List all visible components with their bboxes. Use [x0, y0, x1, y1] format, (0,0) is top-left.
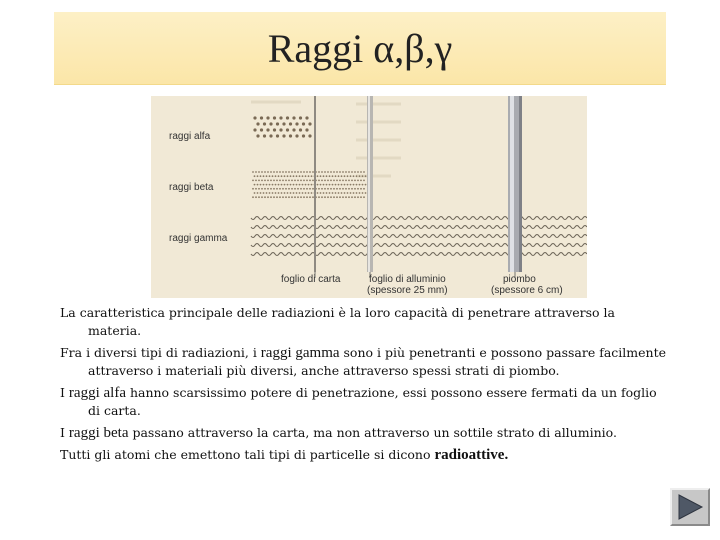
paragraph-4: [60, 424, 668, 442]
keyword-alpha: raggi alfa: [68, 385, 126, 401]
paragraph-3-text-b: hanno scarsissimo potere di penetrazione, essi possono essere fermati da un foglio di carta.: [88, 385, 657, 418]
paper-sheet: [314, 96, 316, 272]
paragraph-1: [60, 304, 668, 340]
label-gamma: raggi gamma: [169, 233, 228, 244]
paragraph-1-text: La caratteristica principale delle radiazioni è la loro capacità di penetrare attraverso la materia.: [60, 305, 615, 338]
play-triangle-icon: [675, 493, 705, 521]
label-alpha: raggi alfa: [169, 131, 211, 142]
paragraph-2: [60, 344, 668, 380]
paragraph-2-text-a: Fra i diversi tipi di radiazioni, i: [60, 345, 261, 360]
alpha-particles: [253, 116, 311, 137]
keyword-beta: raggi beta: [68, 425, 129, 441]
paragraph-4-text-a: I: [60, 425, 69, 440]
radiation-penetration-figure: [151, 96, 587, 298]
keyword-gamma: raggi gamma: [260, 345, 340, 361]
label-beta: raggi beta: [169, 182, 214, 193]
paragraph-3-text-a: I: [60, 385, 69, 400]
paragraph-2-text-b: sono i più penetranti e possono passare facilmente attraverso i materiali più diversi, anche attraverso spessi strati di piombo.: [88, 345, 667, 378]
paragraph-5: [60, 446, 668, 464]
beta-particles: [252, 171, 366, 198]
figure-drawing: [151, 96, 587, 298]
paragraph-5-text-a: Tutti gli atomi che emettono tali tipi di particelle si dicono: [60, 447, 435, 462]
body-text: [60, 304, 668, 468]
label-aluminium-thickness: (spessore 25 mm): [367, 285, 448, 296]
label-lead: piombo: [503, 274, 536, 285]
label-paper: foglio di carta: [281, 274, 341, 285]
next-slide-button[interactable]: [670, 488, 710, 526]
gamma-waves: [251, 217, 587, 256]
paragraph-3: [60, 384, 668, 420]
label-aluminium: foglio di alluminio: [369, 274, 446, 285]
label-lead-thickness: (spessore 6 cm): [491, 285, 563, 296]
keyword-radioactive: radioattive.: [434, 447, 509, 463]
slide-title: Raggi α,β,γ: [267, 25, 453, 71]
title-bar: [54, 12, 666, 85]
paragraph-4-text-b: passano attraverso la carta, ma non attraverso un sottile strato di alluminio.: [128, 425, 617, 440]
